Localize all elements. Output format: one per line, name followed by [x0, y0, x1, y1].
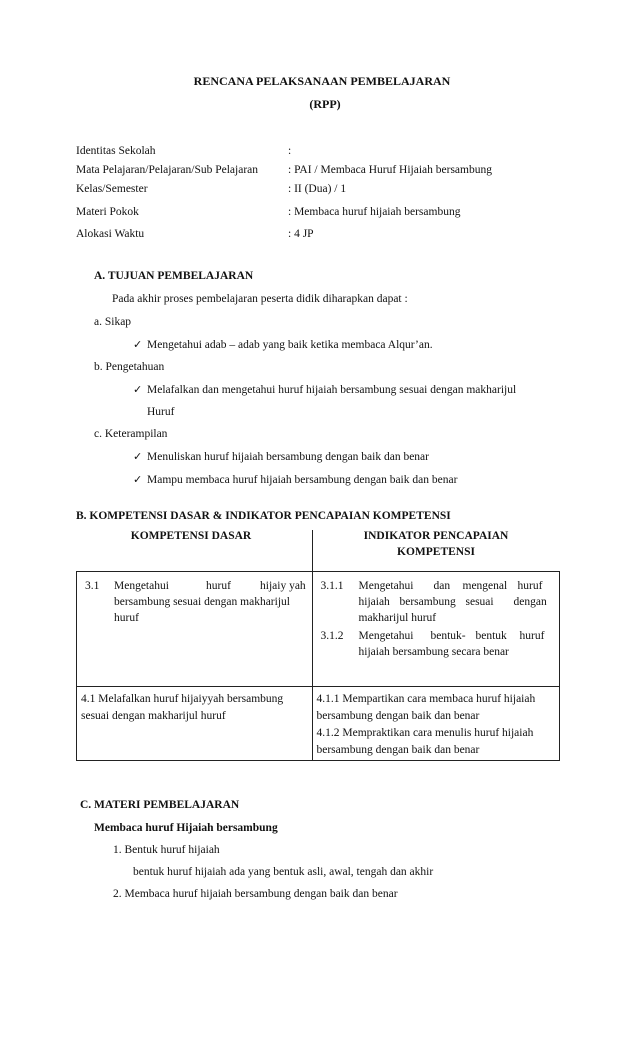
- checkmark-icon: ✓: [133, 473, 143, 486]
- table-row: [77, 686, 560, 760]
- table-header-cell: KOMPETENSI DASAR: [77, 530, 313, 571]
- table-header-cell: INDIKATOR PENCAPAIAN KOMPETENSI: [312, 530, 560, 571]
- table-row: [77, 571, 560, 686]
- identity-value: :: [288, 145, 292, 157]
- table-header-row: [77, 530, 560, 571]
- list-item-continuation: Huruf: [147, 406, 175, 418]
- subsection-c-label: c. Keterampilan: [94, 428, 168, 440]
- list-item: ✓ Melafalkan dan mengetahui huruf hijaiah bersambung sesuai dengan makharijul: [133, 383, 517, 396]
- identity-label: Materi Pokok: [76, 206, 139, 218]
- section-c-subheading: Membaca huruf Hijaiah bersambung: [94, 822, 278, 834]
- section-b-heading: B. KOMPETENSI DASAR & INDIKATOR PENCAPAIAN KOMPETENSI: [76, 510, 451, 522]
- identity-label: Alokasi Waktu: [76, 228, 145, 240]
- competency-table: [76, 530, 560, 761]
- identity-value: : Membaca huruf hijaiah bersambung: [288, 206, 461, 218]
- document-title: RENCANA PELAKSANAAN PEMBELAJARAN: [193, 74, 451, 88]
- checkmark-icon: ✓: [133, 450, 143, 463]
- indicator-cell: 4.1.1 Mempartikan cara membaca huruf hijaiah bersambung dengan baik dan benar 4.1.2 Mempraktikan cara menulis huruf hijaiah bersambung dengan baik dan benar: [312, 686, 560, 760]
- identity-value: : 4 JP: [288, 228, 314, 240]
- section-c-heading: C. MATERI PEMBELAJARAN: [80, 799, 240, 811]
- section-a-intro: Pada akhir proses pembelajaran peserta didik diharapkan dapat :: [112, 293, 408, 305]
- identity-value: : PAI / Membaca Huruf Hijaiah bersambung: [288, 164, 492, 176]
- document-subtitle: (RPP): [309, 97, 341, 111]
- list-item: 2. Membaca huruf hijaiah bersambung dengan baik dan benar: [113, 888, 398, 900]
- list-item: 1. Bentuk huruf hijaiah: [113, 844, 220, 856]
- kd-cell: 3.1 Mengetahui huruf hijaiy yah bersambung sesuai dengan makharijul huruf: [77, 571, 313, 686]
- indicator-cell: 3.1.1 Mengetahui dan mengenal huruf hijaiah bersambung sesuai dengan makharijul huruf 3.1.2 Mengetahui bentuk- bentuk huruf hijaiah bersambung secara benar: [312, 571, 560, 686]
- list-item: ✓ Mengetahui adab – adab yang baik ketika membaca Alqur’an.: [133, 338, 433, 351]
- section-a-heading: A. TUJUAN PEMBELAJARAN: [94, 270, 254, 282]
- identity-label: Identitas Sekolah: [76, 145, 156, 157]
- kd-cell: 4.1 Melafalkan huruf hijaiyyah bersambung sesuai dengan makharijul huruf: [77, 686, 313, 760]
- subsection-b-label: b. Pengetahuan: [94, 361, 165, 373]
- list-item: ✓ Mampu membaca huruf hijaiah bersambung dengan baik dan benar: [133, 473, 458, 486]
- subsection-a-label: a. Sikap: [94, 316, 132, 328]
- identity-value: : II (Dua) / 1: [288, 183, 347, 195]
- identity-label: Mata Pelajaran/Pelajaran/Sub Pelajaran: [76, 164, 259, 176]
- list-item-description: bentuk huruf hijaiah ada yang bentuk asli, awal, tengah dan akhir: [133, 866, 434, 878]
- list-item: ✓ Menuliskan huruf hijaiah bersambung dengan baik dan benar: [133, 450, 429, 463]
- identity-label: Kelas/Semester: [76, 183, 148, 195]
- checkmark-icon: ✓: [133, 338, 143, 351]
- checkmark-icon: ✓: [133, 383, 143, 396]
